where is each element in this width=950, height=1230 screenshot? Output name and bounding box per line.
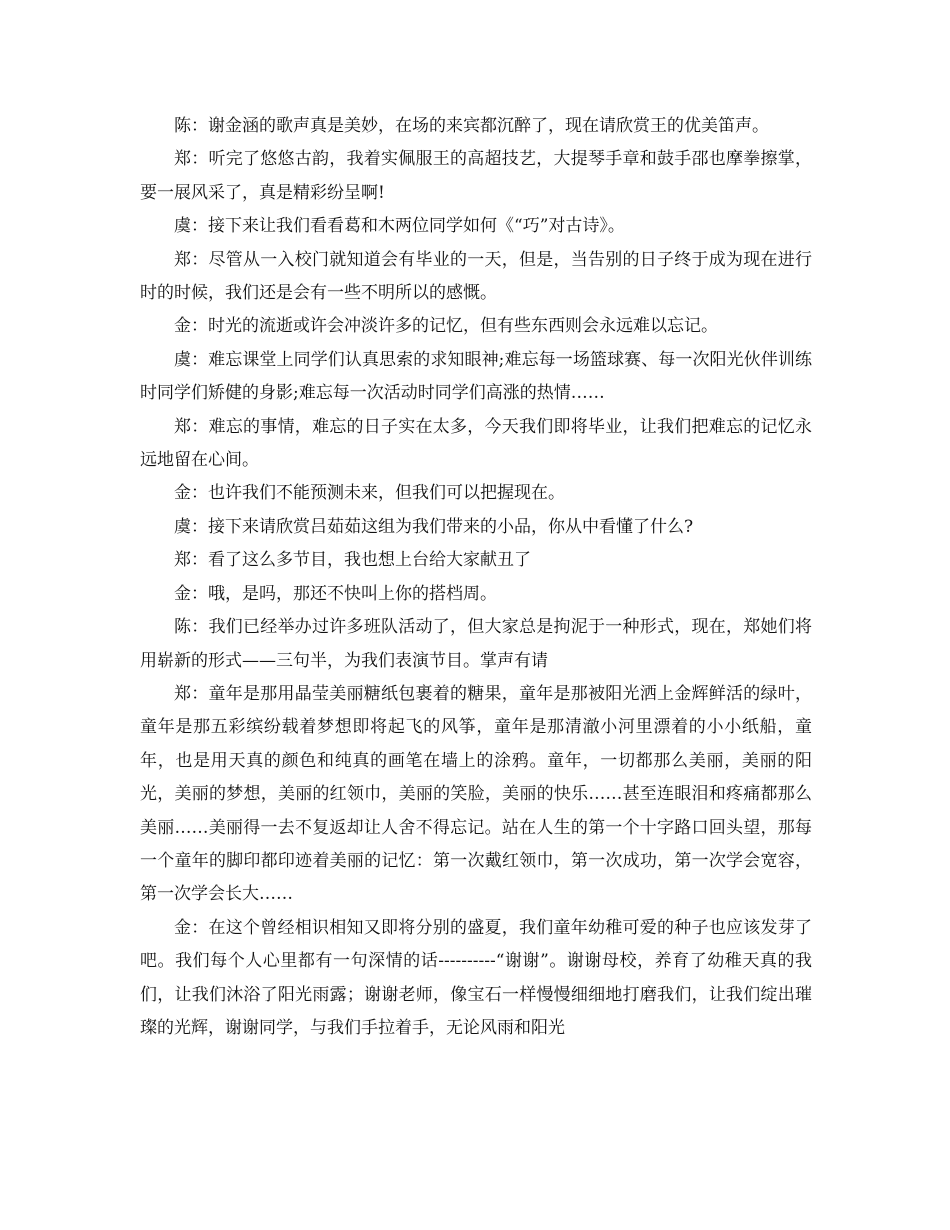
paragraph-8: 金：也许我们不能预测未来，但我们可以把握现在。 (174, 483, 565, 504)
paragraph-6: 虞：难忘课堂上同学们认真思索的求知眼神;难忘每一场篮球赛、每一次阳光伙伴训练时同学们矫健的身影;难忘每一次活动时同学们高涨的热情…… (140, 349, 812, 404)
paragraph-10: 郑：看了这么多节目，我也想上台给大家献丑了 (174, 550, 531, 571)
document-page (140, 110, 812, 1045)
paragraph-2: 郑：听完了悠悠古韵，我着实佩服王的高超技艺，大提琴手章和鼓手邵也摩拳擦掌，要一展风采了，真是精彩纷呈啊! (140, 149, 812, 203)
paragraph-1: 陈：谢金涵的歌声真是美妙，在场的来宾都沉醉了，现在请欣赏王的优美笛声。 (174, 116, 769, 136)
paragraph-12: 陈：我们已经举办过许多班队活动了，但大家总是拘泥于一种形式，现在，郑她们将用崭新的形式——三句半，为我们表演节目。掌声有请 (140, 617, 812, 671)
paragraph-9: 虞：接下来请欣赏吕茹茹这组为我们带来的小品，你从中看懂了什么? (174, 516, 694, 537)
paragraph-7: 郑：难忘的事情，难忘的日子实在太多，今天我们即将毕业，让我们把难忘的记忆永远地留在心间。 (140, 416, 812, 471)
paragraph-3: 虞：接下来让我们看看葛和木两位同学如何《“巧”对古诗》。 (174, 216, 625, 237)
paragraph-4: 郑：尽管从一入校门就知道会有毕业的一天，但是，当告别的日子终于成为现在进行时的时候，我们还是会有一些不明所以的感慨。 (140, 249, 812, 304)
paragraph-13: 郑：童年是那用晶莹美丽糖纸包裹着的糖果，童年是那被阳光洒上金辉鲜活的绿叶， 童年是那五彩缤纷载着梦想即将起飞的风筝，童年是那清澈小河里漂着的小小纸船，童年，也是用天真的颜色和纯真的画笔在墙上的涂鸦。童年，一切都那么美丽，美丽的阳光，美丽的梦想，美丽的红领巾，美丽的笑脸，美丽的快乐……甚至连眼泪和疼痛都那么美丽……美丽得一去不复返却让人舍不得忘记。站在人生的第一个十字路口回头望，那每一个童年的脚印都印迹着美丽的记忆：第一次戴红领巾，第一次成功，第一次学会宽容，第一次学会长大…… (140, 683, 812, 905)
paragraph-11: 金：哦，是吗，那还不快叫上你的搭档周。 (174, 583, 497, 604)
paragraph-14: 金：在这个曾经相识相知又即将分别的盛夏，我们童年幼稚可爱的种子也应该发芽了吧。我们每个人心里都有一句深情的话----------“谢谢”。谢谢母校，养育了幼稚天真的我们，让我们沐浴了阳光雨露；谢谢老师，像宝石一样慢慢细细地打磨我们，让我们绽出璀璨的光辉，谢谢同学，与我们手拉着手，无论风雨和阳光 (140, 917, 812, 1038)
paragraph-5: 金：时光的流逝或许会冲淡许多的记忆，但有些东西则会永远难以忘记。 (174, 316, 718, 337)
